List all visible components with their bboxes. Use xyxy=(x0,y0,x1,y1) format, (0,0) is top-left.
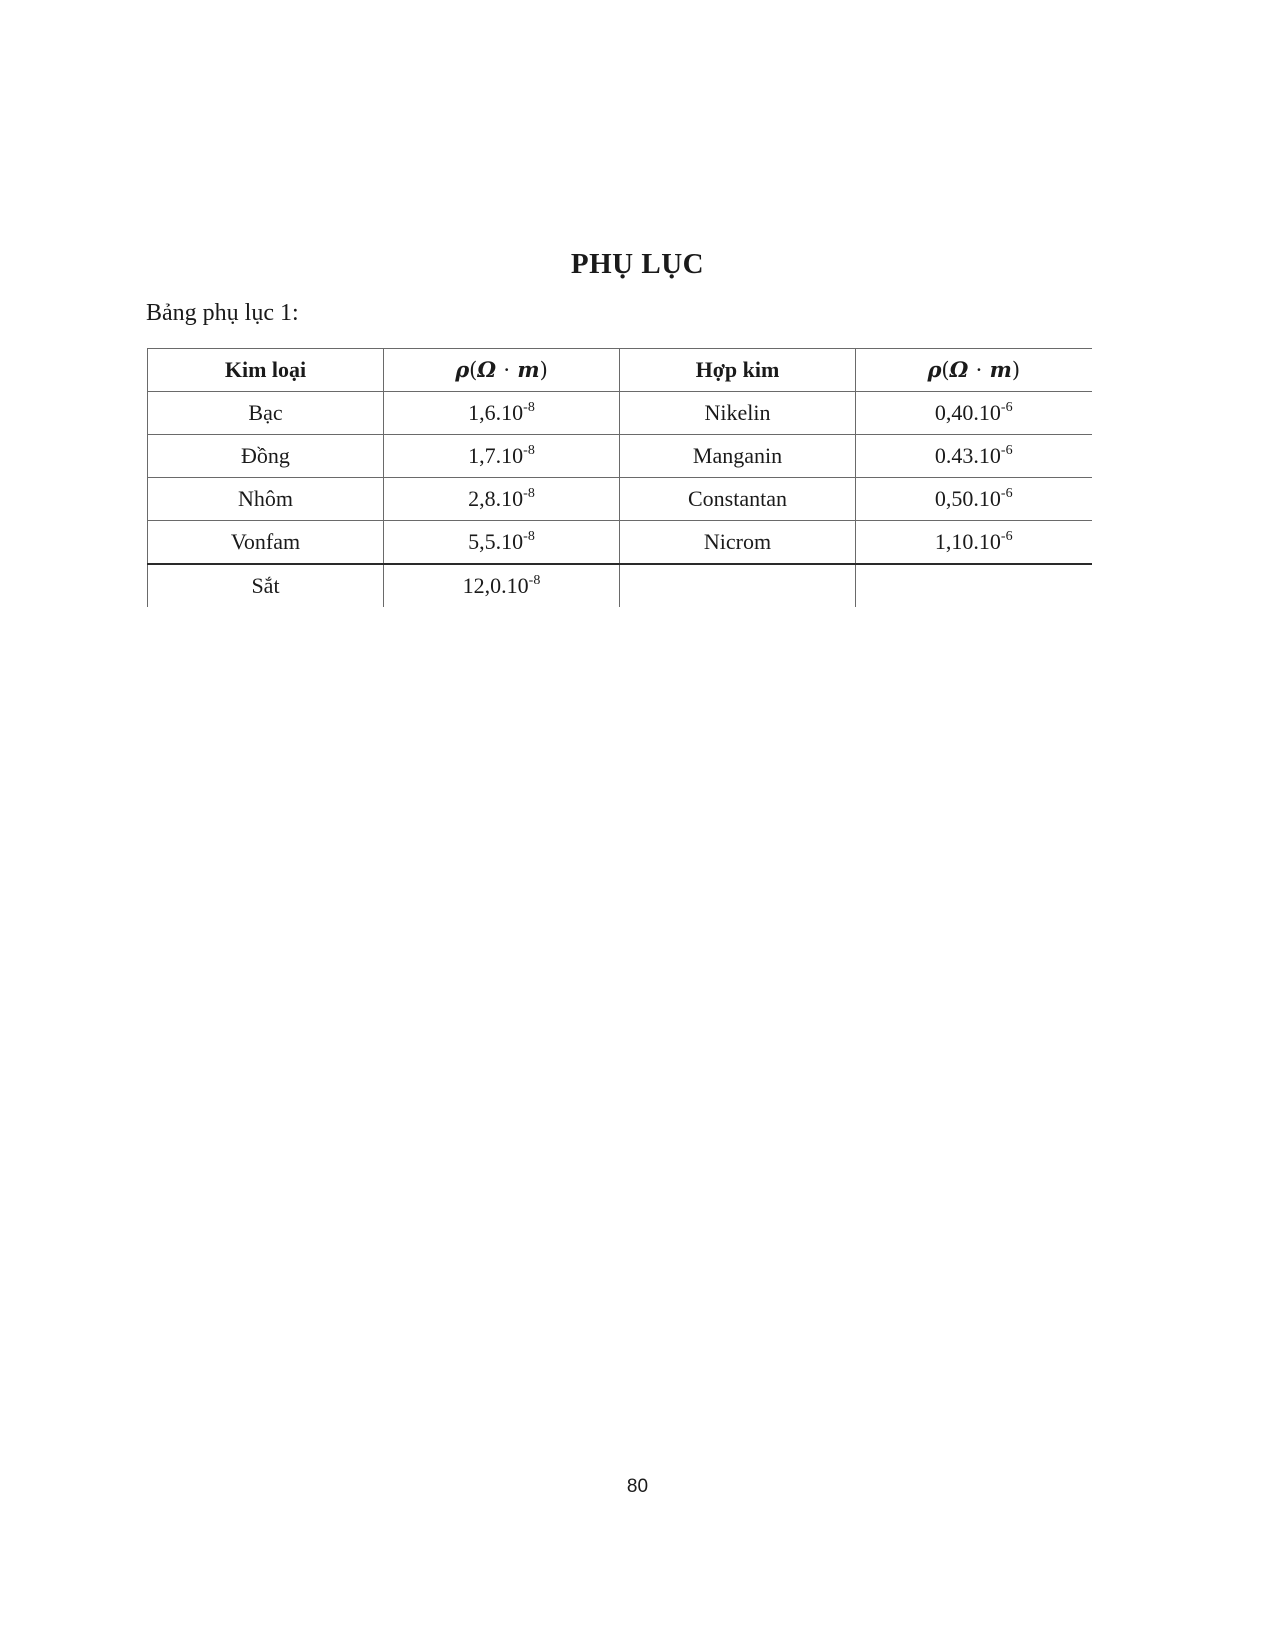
metal-resistivity: $1,6.10^{-8}$ xyxy=(384,392,620,435)
table-row xyxy=(148,435,1092,478)
metal-name: Vonfam xyxy=(148,521,384,564)
table-row xyxy=(148,521,1092,564)
alloy-resistivity: $0,40.10^{-6}$ xyxy=(856,392,1092,435)
header-alloy-resistivity xyxy=(856,349,1092,392)
resistivity-table xyxy=(147,348,1092,607)
metal-resistivity: $5,5.10^{-8}$ xyxy=(384,521,620,564)
metal-resistivity: $2,8.10^{-8}$ xyxy=(384,478,620,521)
table-row xyxy=(148,392,1092,435)
rho-symbol: ρ xyxy=(927,357,942,382)
meter-symbol: m xyxy=(989,357,1012,382)
header-metal-resistivity xyxy=(384,349,620,392)
metal-name: Bạc xyxy=(148,392,384,435)
alloy-name: Nikelin xyxy=(620,392,856,435)
alloy-name xyxy=(620,564,856,607)
header-alloy: Hợp kim xyxy=(620,349,856,392)
omega-symbol: Ω xyxy=(477,357,497,382)
header-metal: Kim loại xyxy=(148,349,384,392)
alloy-name: Constantan xyxy=(620,478,856,521)
alloy-name: Nicrom xyxy=(620,521,856,564)
metal-name: Nhôm xyxy=(148,478,384,521)
resistivity-unit-label xyxy=(455,357,548,382)
metal-resistivity: $12,0.10^{-8}$ xyxy=(384,564,620,607)
alloy-name: Manganin xyxy=(620,435,856,478)
paren-close: ) xyxy=(539,358,548,382)
paren-open: ( xyxy=(469,358,478,382)
page-number: 80 xyxy=(626,1476,649,1497)
metal-name: Sắt xyxy=(148,564,384,607)
alloy-resistivity: $0,50.10^{-6}$ xyxy=(856,478,1092,521)
metal-name: Đồng xyxy=(148,435,384,478)
dot-operator: · xyxy=(975,358,983,382)
metal-resistivity: $1,7.10^{-8}$ xyxy=(384,435,620,478)
resistivity-unit-label xyxy=(927,357,1020,382)
omega-symbol: Ω xyxy=(949,357,969,382)
paren-open: ( xyxy=(941,358,950,382)
table-caption: Bảng phụ lục 1: xyxy=(146,300,299,326)
table-row xyxy=(148,564,1092,607)
dot-operator: · xyxy=(503,358,511,382)
rho-symbol: ρ xyxy=(455,357,470,382)
alloy-resistivity xyxy=(856,564,1092,607)
table-header-row xyxy=(148,349,1092,392)
table-row xyxy=(148,478,1092,521)
meter-symbol: m xyxy=(517,357,540,382)
alloy-resistivity: $0.43.10^{-6}$ xyxy=(856,435,1092,478)
alloy-resistivity: $1,10.10^{-6}$ xyxy=(856,521,1092,564)
paren-close: ) xyxy=(1011,358,1021,382)
page-title: PHỤ LỤC xyxy=(570,248,705,280)
